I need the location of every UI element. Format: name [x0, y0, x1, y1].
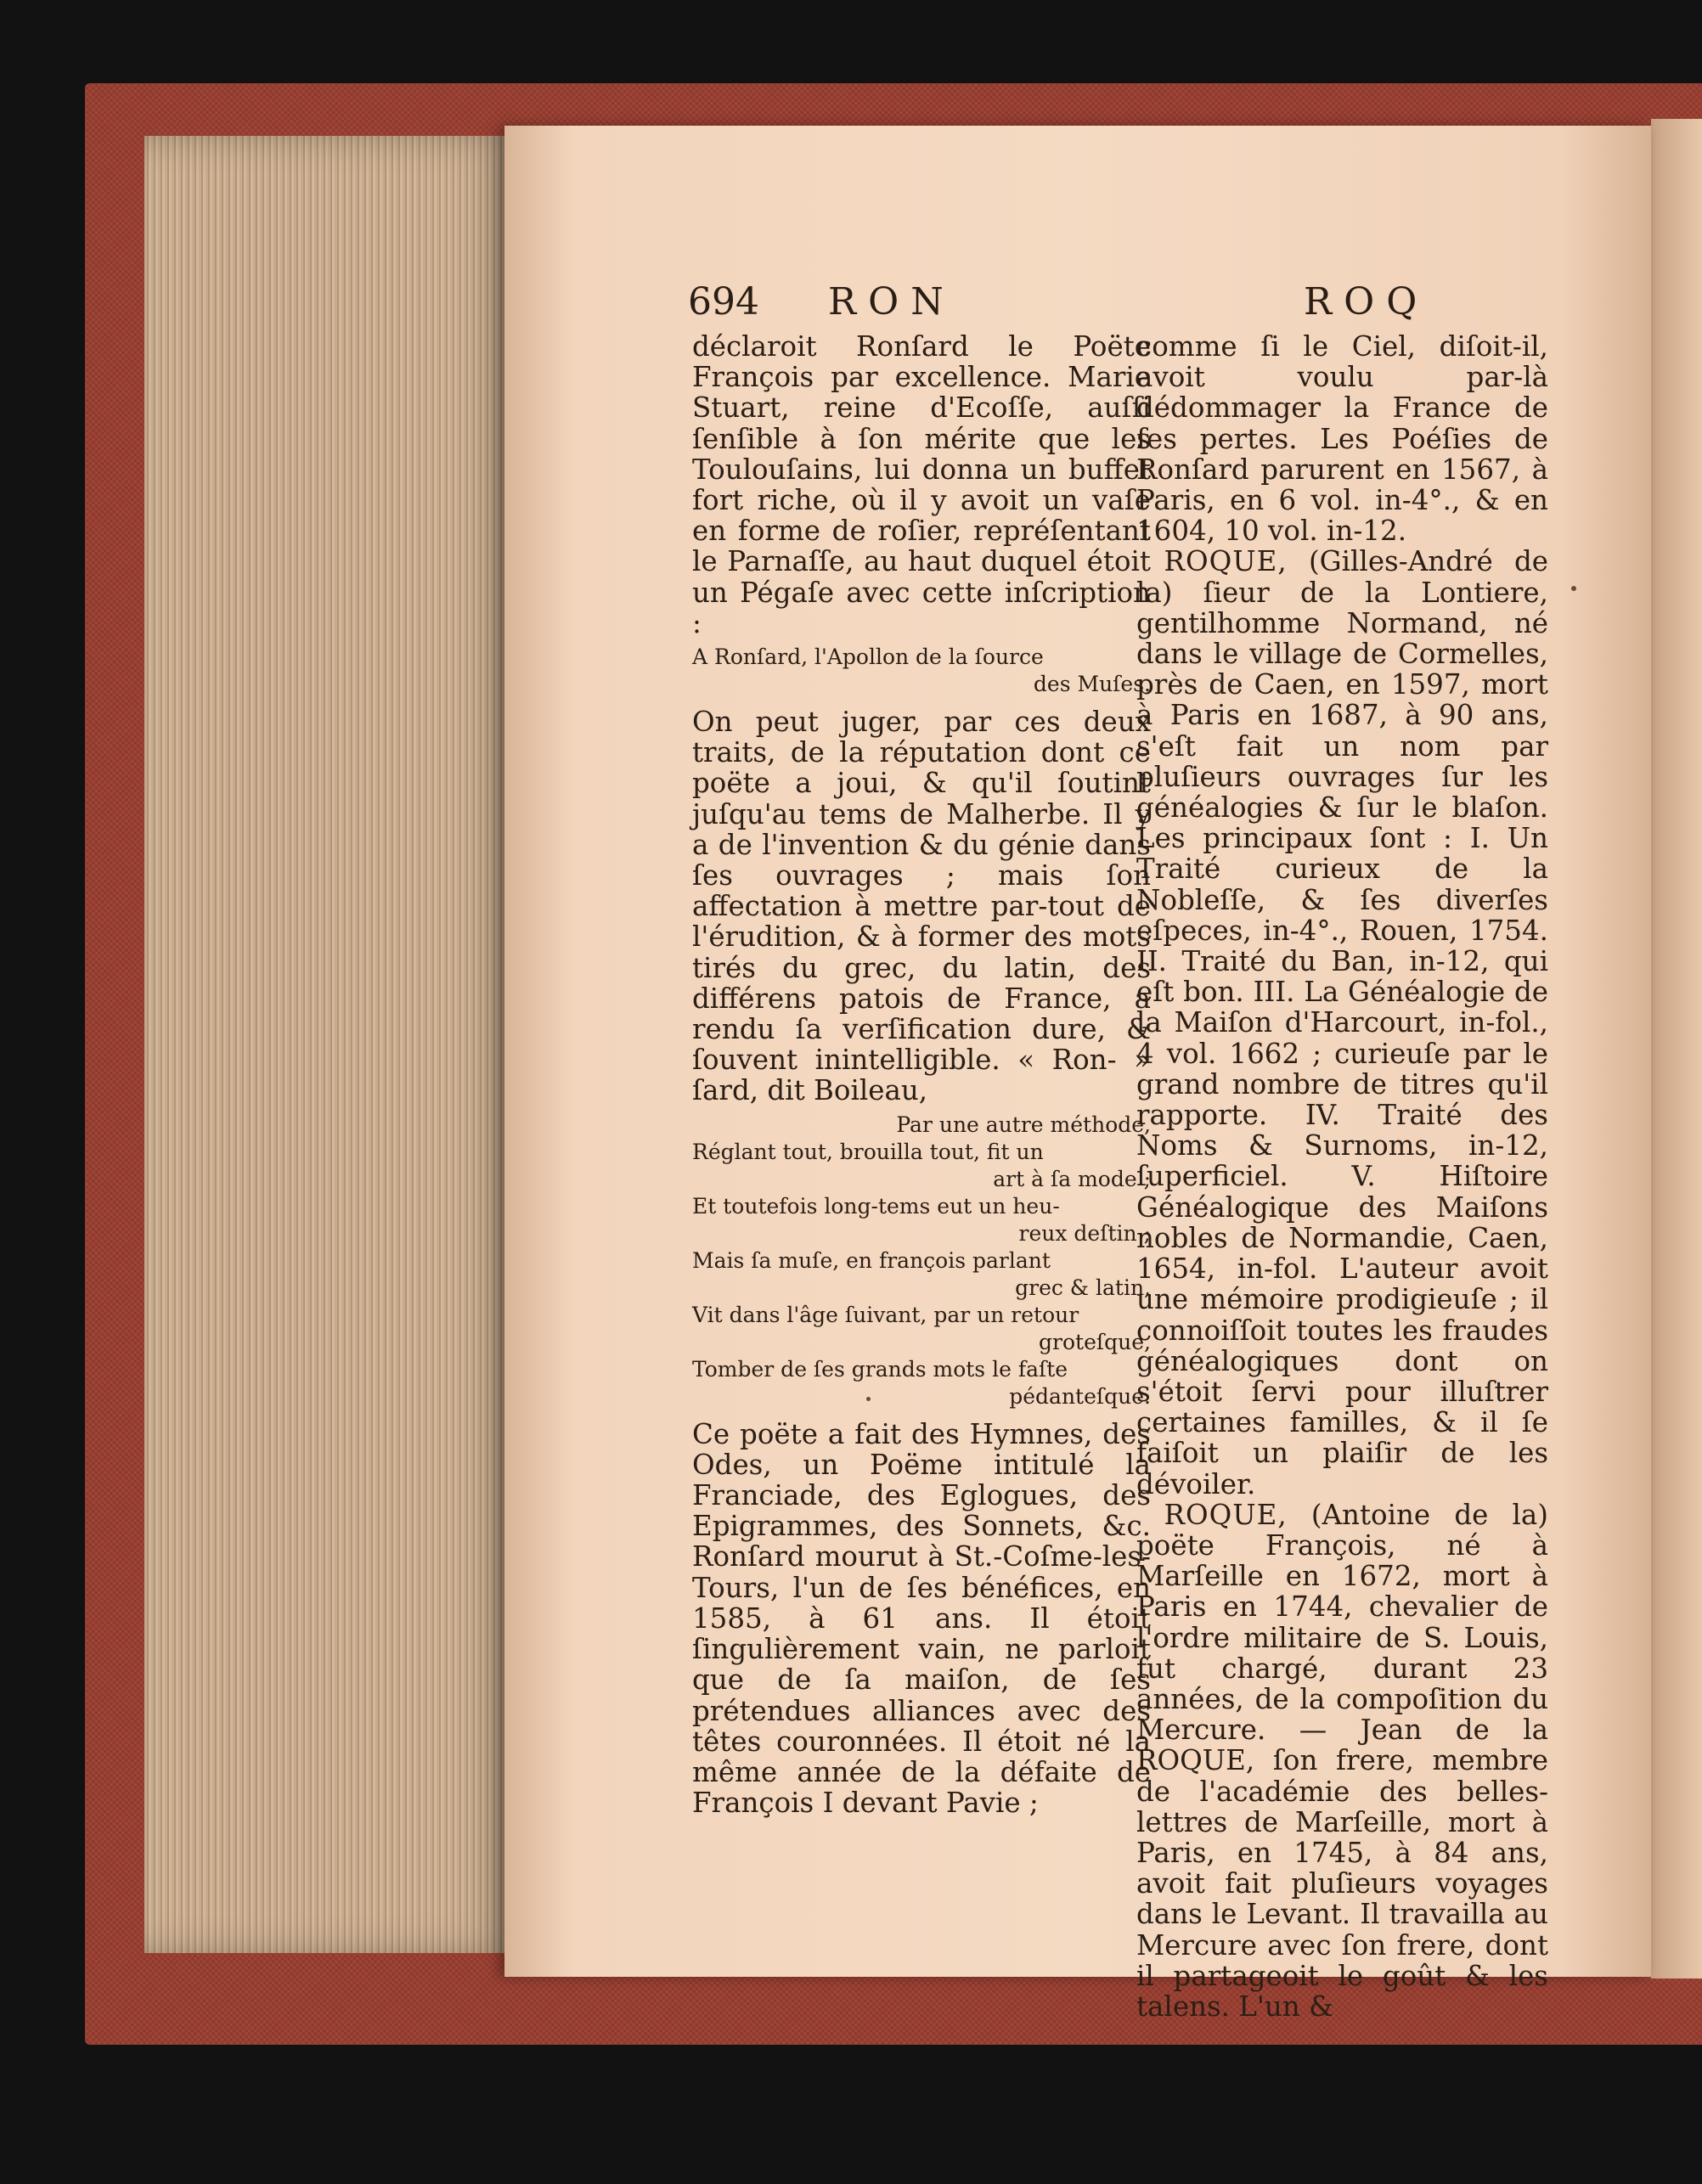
- paragraph: comme ſi le Ciel, diſoit-il, avoit voulu par-là dédommager la France de ſes pertes. Les Poéſies de Ronſard parurent en 1567, à Paris, en 6 vol. in-4°., & en 1604, 10 vol. in-12.: [1136, 330, 1548, 548]
- paragraph: Ce poëte a fait des Hymnes, des Odes, un Poëme intitulé la Franciade, des Eglogues, des Epigrammes, des Sonnets, &c. Ronſard mourut à St.-Coſme-les-Tours, l'un de ſes bénéfices, en 1585, à 61 ans. Il étoit ſingulièrement vain, ne parloit que de ſa maiſon, de ſes prétendues alliances avec des têtes couronnées. Il étoit né la même année de la défaite de François I devant Pavie ;: [692, 1417, 1151, 1820]
- paper-speck: [1571, 586, 1576, 591]
- verse-line: pédanteſque.: [1009, 1383, 1151, 1409]
- verse-inscription: [692, 644, 1151, 698]
- verse-line: reux deſtin ;: [1018, 1220, 1151, 1246]
- verse-line: Et toutefois long-tems eut un heu-: [692, 1193, 1060, 1219]
- entry-head: ROQUE,: [1164, 1498, 1288, 1531]
- verse-line: A Ronſard, l'Apollon de la ſource: [692, 645, 1044, 670]
- verse-line: Par une autre méthode,: [896, 1112, 1151, 1137]
- running-head-right: ROQ: [1304, 280, 1429, 324]
- verse-line: grec & latin,: [1015, 1275, 1151, 1300]
- column-left: [692, 331, 1151, 1818]
- verse-line: Vit dans l'âge ſuivant, par un retour: [692, 1302, 1079, 1327]
- column-right: [1136, 331, 1548, 2022]
- verse-boileau: [692, 1112, 1151, 1410]
- running-head-left: RON: [828, 280, 955, 324]
- next-page-edge: [1651, 119, 1702, 1979]
- verse-line: des Muſes.: [1033, 672, 1151, 697]
- verse-line: art à ſa mode ;: [993, 1166, 1151, 1191]
- verse-line: Réglant tout, brouilla tout, fit un: [692, 1139, 1044, 1164]
- entry-text: (Gilles-André de la) ſieur de la Lontiere, gentilhomme Normand, né dans le village de Cormelles, près de Caen, en 1597, mort à Paris en 1687, à 90 ans, s'eſt fait un nom par pluſieurs ouvrages ſur les généalogies & ſur le blaſon. Les principaux ſont : I. Un Traité curieux de la Nobleſſe, & ſes diverſes eſpeces, in-4°., Rouen, 1754. II. Traité du Ban, in-12, qui eſt bon. III. La Généalogie de la Maiſon d'Harcourt, in-fol., 4 vol. 1662 ; curieuſe par le grand nombre de titres qu'il rapporte. IV. Traité des Noms & Surnoms, in-12, ſuperficiel. V. Hiſtoire Généalogique des Maiſons nobles de Normandie, Caen, 1654, in-fol. L'auteur avoit une mémoire prodigieuſe ; il connoiſſoit toutes les fraudes généalogiques dont on s'étoit ſervi pour illuſtrer certaines familles, & il ſe faiſoit un plaiſir de les dévoiler.: [1136, 545, 1548, 1500]
- entry: [1136, 546, 1548, 1499]
- verse-line: Tomber de ſes grands mots le faſte: [692, 1356, 1068, 1382]
- page-edges: [144, 136, 518, 1953]
- verse-line: groteſque,: [1039, 1329, 1151, 1354]
- entry-head: ROQUE,: [1164, 545, 1288, 578]
- paper-speck: [866, 1397, 871, 1401]
- paragraph: déclaroit Ronſard le Poëte François par excellence. Marie Stuart, reine d'Ecoſſe, auſſi ſenſible à ſon mérite que les Toulouſains, lui donna un buffet fort riche, où il y avoit un vaſe en forme de roſier, repréſentant le Parnaſſe, au haut duquel étoit un Pégaſe avec cette inſcription :: [692, 330, 1151, 639]
- paragraph: On peut juger, par ces deux traits, de la réputation dont ce poëte a joui, & qu'il ſoutint juſqu'au tems de Malherbe. Il y a de l'invention & du génie dans ſes ouvrages ; mais ſon affectation à mettre par-tout de l'érudition, & à former des mots tirés du grec, du latin, des différens patois de France, a rendu ſa verſification dure, & ſouvent inintelligible. « Ron- » ſard, dit Boileau,: [692, 706, 1151, 1107]
- entry: [1136, 1500, 1548, 2022]
- entry-text: (Antoine de la) poëte François, né à Marſeille en 1672, mort à Paris en 1744, chevalier de l'ordre militaire de S. Louis, fut chargé, durant 23 années, de la compoſition du Mercure. — Jean de la ROQUE, ſon frere, membre de l'académie des belles-lettres de Marſeille, mort à Paris, en 1745, à 84 ans, avoit fait pluſieurs voyages dans le Levant. Il travailla au Mercure avec ſon frere, dont il partageoit le goût & les talens. L'un &: [1136, 1498, 1548, 2023]
- page-number: 694: [688, 280, 759, 324]
- verse-line: Mais ſa muſe, en françois parlant: [692, 1247, 1051, 1273]
